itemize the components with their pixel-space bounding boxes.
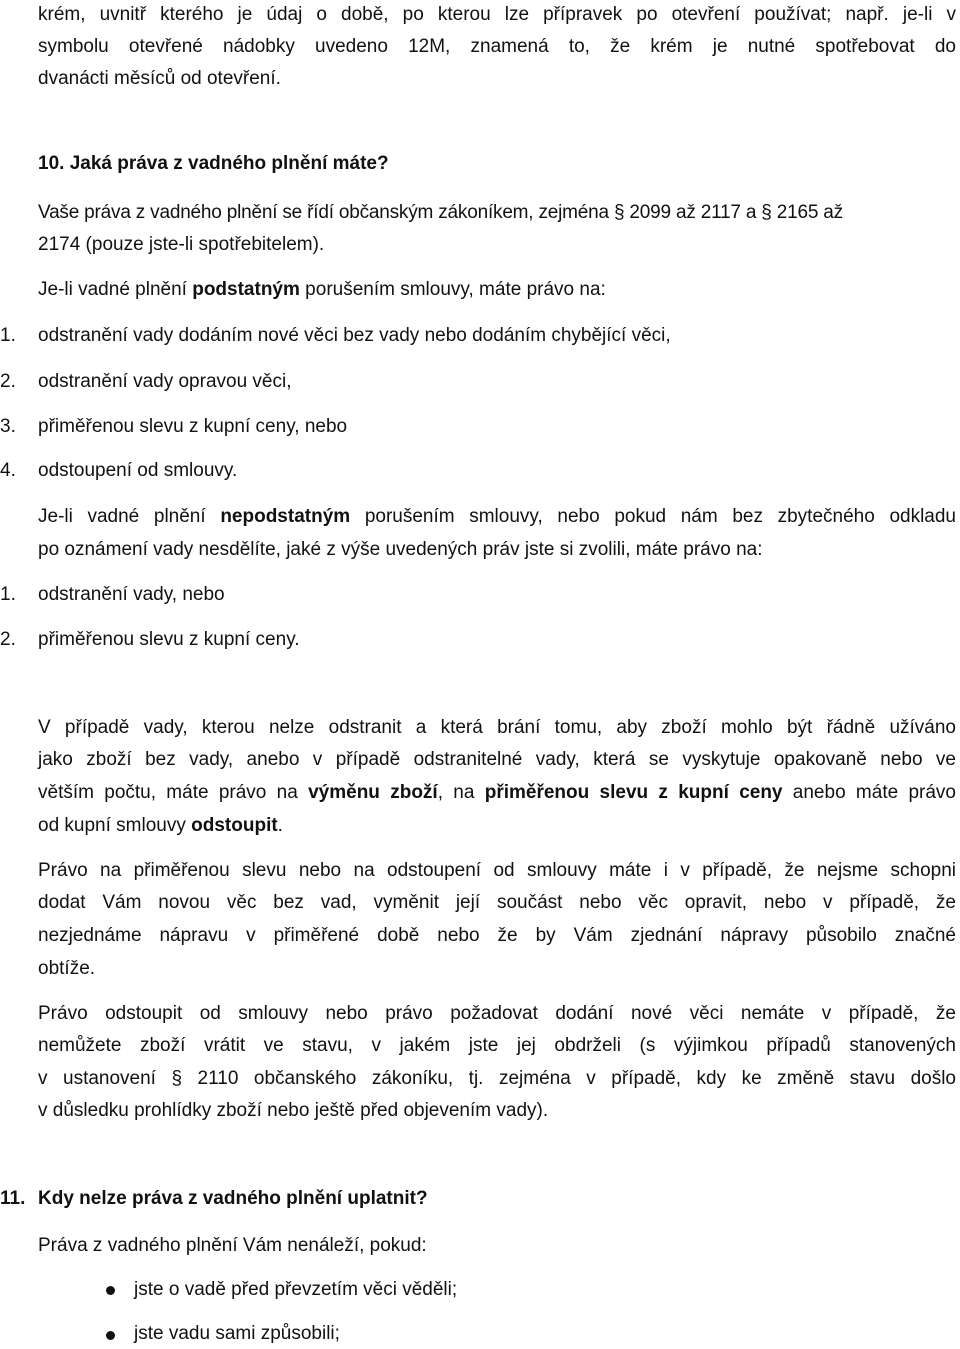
section-11-intro: Práva z vadného plnění Vám nenáleží, pokud: — [38, 1235, 427, 1256]
section-10-p4-line-1: V případě vady, kterou nelze odstranit a která brání tomu, aby zboží mohlo být řádně užíváno — [38, 717, 956, 738]
p4-text: anebo máte právo — [782, 782, 956, 803]
section-10-p1-line-1: Vaše práva z vadného plnění se řídí občanským zákoníkem, zejména § 2099 až 2117 a § 2165 až — [38, 202, 843, 223]
section-10-heading: 10. Jaká práva z vadného plnění máte? — [38, 153, 389, 174]
section-number: 11. — [0, 1188, 26, 1209]
list-text: odstoupení od smlouvy. — [38, 460, 238, 481]
list-text: přiměřenou slevu z kupní ceny. — [38, 629, 300, 650]
section-10-p4-line-4 — [38, 814, 956, 838]
list-number: 2. — [0, 371, 16, 392]
section-10-p2 — [38, 278, 956, 302]
list-number: 3. — [0, 416, 16, 437]
p2-bold: podstatným — [192, 279, 300, 300]
list-text: odstranění vady dodáním nové věci bez vady nebo dodáním chybějící věci, — [38, 325, 671, 346]
section-10-p5-line-1: Právo na přiměřenou slevu nebo na odstoupení od smlouvy máte i v případě, že nejsme schopni — [38, 860, 956, 881]
p4-bold-discount: přiměřenou slevu z kupní ceny — [484, 782, 783, 803]
p4-text: , na — [437, 782, 485, 803]
section-10-p3-line-1 — [38, 505, 956, 529]
p2-text: Je-li vadné plnění — [38, 279, 193, 300]
section-10-p4-line-3 — [38, 781, 956, 805]
section-title: Kdy nelze práva z vadného plnění uplatnit? — [38, 1188, 428, 1209]
list-number: 2. — [0, 629, 16, 650]
p4-bold-withdraw: odstoupit — [191, 815, 278, 836]
section-10-p5-line-2: dodat Vám novou věc bez vad, vyměnit její součást nebo věc opravit, nebo v případě, že — [38, 892, 956, 913]
section-10-p6-line-2: nemůžete zboží vrátit ve stavu, v jakém jste jej obdrželi (s výjimkou případů stanovených — [38, 1035, 956, 1056]
section-10-p6-line-1: Právo odstoupit od smlouvy nebo právo požadovat dodání nové věci nemáte v případě, že — [38, 1003, 956, 1024]
list-number: 1. — [0, 325, 16, 346]
section-10-p5-line-4: obtíže. — [38, 958, 96, 979]
p3-text-end: porušením smlouvy, nebo pokud nám bez zbytečného odkladu — [350, 506, 956, 527]
intro-line-2: symbolu otevřené nádobky uvedeno 12M, znamená to, že krém je nutné spotřebovat do — [38, 36, 956, 57]
section-10-p4-line-2: jako zboží bez vady, anebo v případě odstranitelné vady, která se vyskytuje opakovaně nebo ve — [38, 749, 956, 770]
intro-line-3: dvanácti měsíců od otevření. — [38, 68, 281, 89]
p2-text-end: porušením smlouvy, máte právo na: — [299, 279, 606, 300]
intro-line-1: krém, uvnitř kterého je údaj o době, po kterou lze přípravek po otevření používat; např. je-li v — [38, 4, 956, 25]
p4-bold-exchange: výměnu zboží — [308, 782, 438, 803]
list-item: jste o vadě před převzetím věci věděli; — [134, 1279, 458, 1300]
p3-text: Je-li vadné plnění — [38, 506, 221, 527]
section-10-p5-line-3: nezjednáme nápravu v přiměřené době nebo že by Vám zjednání nápravy působilo značné — [38, 925, 956, 946]
section-10-p3-line-2: po oznámení vady nesdělíte, jaké z výše uvedených práv jste si zvolili, máte právo na: — [38, 539, 763, 560]
list-number: 4. — [0, 460, 16, 481]
list-text: přiměřenou slevu z kupní ceny, nebo — [38, 416, 348, 437]
p4-text: větším počtu, máte právo na — [38, 782, 309, 803]
p3-bold: nepodstatným — [220, 506, 351, 527]
list-item: jste vadu sami způsobili; — [134, 1323, 340, 1344]
list-text: odstranění vady, nebo — [38, 584, 225, 605]
bullet-icon — [106, 1286, 115, 1295]
section-10-p6-line-4: v důsledku prohlídky zboží nebo ještě před objevením vady). — [38, 1100, 549, 1121]
p4-text: . — [277, 815, 283, 836]
list-text: odstranění vady opravou věci, — [38, 371, 292, 392]
p4-text: od kupní smlouvy — [38, 815, 192, 836]
section-10-p6-line-3: v ustanovení § 2110 občanského zákoníku, tj. zejména v případě, kdy ke změně stavu došlo — [38, 1068, 956, 1089]
section-10-p1-line-2: 2174 (pouze jste-li spotřebitelem). — [38, 234, 325, 255]
bullet-icon — [106, 1331, 115, 1340]
list-number: 1. — [0, 584, 16, 605]
